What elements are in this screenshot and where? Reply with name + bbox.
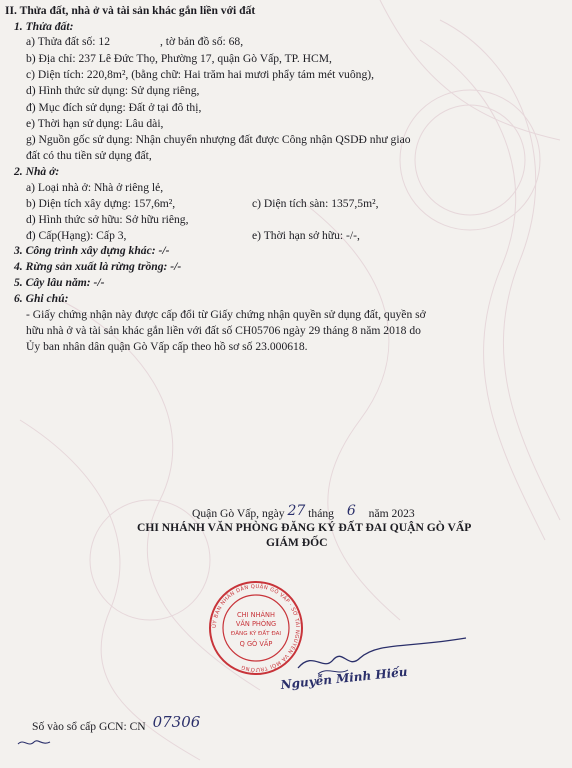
house-heading: 2. Nhà ở: bbox=[14, 165, 60, 178]
notes-line1: - Giấy chứng nhận này được cấp đổi từ Giấy chứng nhận quyền sử dụng đất, quyền sở bbox=[26, 308, 426, 321]
land-address: b) Địa chỉ: 237 Lê Đức Thọ, Phường 17, quận Gò Vấp, TP. HCM, bbox=[26, 52, 332, 65]
signing-place-date bbox=[192, 503, 415, 521]
seal-line-1: CHI NHÁNH bbox=[237, 611, 275, 619]
house-ownership-form: d) Hình thức sở hữu: Sở hữu riêng, bbox=[26, 213, 189, 226]
other-construction: 3. Công trình xây dựng khác: -/- bbox=[14, 244, 170, 257]
signer-name: Nguyễn Minh Hiếu bbox=[280, 664, 409, 692]
section-title: II. Thửa đất, nhà ở và tài sản khác gắn liền với đất bbox=[5, 4, 256, 17]
land-use-purpose: đ) Mục đích sử dụng: Đất ở tại đô thị, bbox=[26, 101, 202, 114]
month-label: tháng bbox=[308, 507, 334, 520]
production-forest: 4. Rừng sản xuất là rừng trồng: -/- bbox=[14, 260, 182, 273]
registry-label: Số vào sổ cấp GCN: CN bbox=[32, 720, 146, 733]
seal-line-4: Q GÒ VẤP bbox=[239, 640, 273, 648]
house-floor-area: c) Diện tích sàn: 1357,5m², bbox=[252, 197, 379, 210]
land-area: c) Diện tích: 220,8m², (bằng chữ: Hai trăm hai mươi phẩy tám mét vuông), bbox=[26, 68, 375, 81]
year-label: năm 2023 bbox=[368, 507, 415, 520]
notes-heading: 6. Ghi chú: bbox=[14, 292, 69, 305]
land-origin-line2: đất có thu tiền sử dụng đất, bbox=[26, 149, 152, 162]
registry-number: 07306 bbox=[152, 713, 201, 731]
land-parcel-number: a) Thửa đất số: 12 bbox=[26, 35, 110, 48]
seal-ring-text: ỦY BAN NHÂN DÂN QUẬN GÒ VẤP · SỞ TÀI NGUYÊN VÀ MÔI TRƯỜNG bbox=[211, 583, 301, 673]
notes-line2: hữu nhà ở và tài sản khác gắn liền với đất số CH05706 ngày 29 tháng 8 năm 2018 do bbox=[26, 324, 421, 337]
land-map-sheet: , tờ bản đồ số: 68, bbox=[160, 35, 244, 48]
house-type: a) Loại nhà ở: Nhà ở riêng lẻ, bbox=[26, 181, 164, 194]
land-heading: 1. Thửa đất: bbox=[14, 20, 74, 33]
registry-number-row bbox=[32, 713, 201, 734]
initial-mark bbox=[14, 736, 54, 750]
land-use-term: e) Thời hạn sử dụng: Lâu dài, bbox=[26, 117, 164, 130]
handwritten-day: 27 bbox=[287, 503, 306, 519]
seal-line-2: VĂN PHÒNG bbox=[235, 620, 277, 628]
land-use-form: d) Hình thức sử dụng: Sử dụng riêng, bbox=[26, 84, 200, 97]
house-grade: đ) Cấp(Hạng): Cấp 3, bbox=[26, 229, 127, 242]
house-construction-area: b) Diện tích xây dựng: 157,6m², bbox=[26, 197, 176, 210]
land-origin-line1: g) Nguồn gốc sử dụng: Nhận chuyển nhượng đất được Công nhận QSDĐ như giao bbox=[26, 133, 411, 146]
house-ownership-term: e) Thời hạn sở hữu: -/-, bbox=[252, 229, 360, 242]
signer-title: GIÁM ĐỐC bbox=[266, 536, 328, 549]
notes-line3: Ủy ban nhân dân quận Gò Vấp cấp theo hồ sơ số 23.000618. bbox=[26, 340, 308, 353]
issuing-office: CHI NHÁNH VĂN PHÒNG ĐĂNG KÝ ĐẤT ĐAI QUẬN GÒ VẤP bbox=[137, 521, 472, 534]
seal-line-3: ĐĂNG KÝ ĐẤT ĐAI bbox=[230, 631, 282, 637]
place-date-prefix: Quận Gò Vấp, ngày bbox=[192, 507, 285, 520]
perennial-trees: 5. Cây lâu năm: -/- bbox=[14, 276, 105, 289]
handwritten-month: 6 bbox=[346, 503, 356, 519]
